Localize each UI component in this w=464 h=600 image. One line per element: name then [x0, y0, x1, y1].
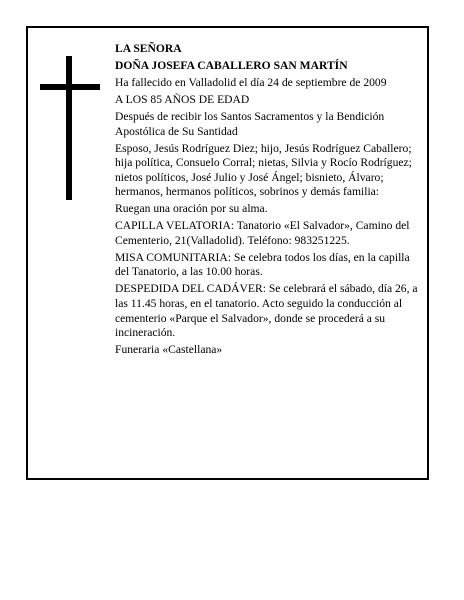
notice-text: [115, 42, 421, 360]
family-list: Esposo, Jesús Rodríguez Diez; hijo, Jesús Rodríguez Caballero; hija política, Consuelo Corral; nietas, Silvia y Rocío Rodríguez; nietos políticos, José Julio y José Ángel; bisnieto, Álvaro; hermanos, hermanos políticos, sobrinos y demás familia:: [115, 141, 412, 199]
mass-info: MISA COMUNITARIA: Se celebra todos los días, en la capilla del Tanatorio, a las 10.00 horas.: [115, 250, 410, 279]
farewell-info: DESPEDIDA DEL CADÁVER: Se celebrará el sábado, día 26, a las 11.45 horas, en el tanatorio. Acto seguido la conducción al cementerio «Parque el Salvador», donde se procederá a su incineración.: [115, 282, 418, 340]
cross-icon: [40, 56, 100, 200]
funeral-home: Funeraria «Castellana»: [115, 343, 223, 357]
cross-vertical-bar: [66, 56, 72, 200]
prayer-request: Ruegan una oración por su alma.: [115, 202, 268, 216]
age-statement: A LOS 85 AÑOS DE EDAD: [115, 92, 250, 106]
cross-horizontal-bar: [40, 84, 100, 90]
death-statement: Ha fallecido en Valladolid el día 24 de septiembre de 2009: [115, 75, 387, 89]
obituary-notice: [26, 26, 429, 480]
notice-heading: LA SEÑORA: [115, 42, 182, 55]
deceased-name: DOÑA JOSEFA CABALLERO SAN MARTÍN: [115, 58, 348, 72]
chapel-info: CAPILLA VELATORIA: Tanatorio «El Salvador», Camino del Cementerio, 21(Valladolid). Teléfono: 983251225.: [115, 219, 410, 247]
sacraments-statement: Después de recibir los Santos Sacramentos y la Bendición Apostólica de Su Santidad: [115, 109, 385, 138]
